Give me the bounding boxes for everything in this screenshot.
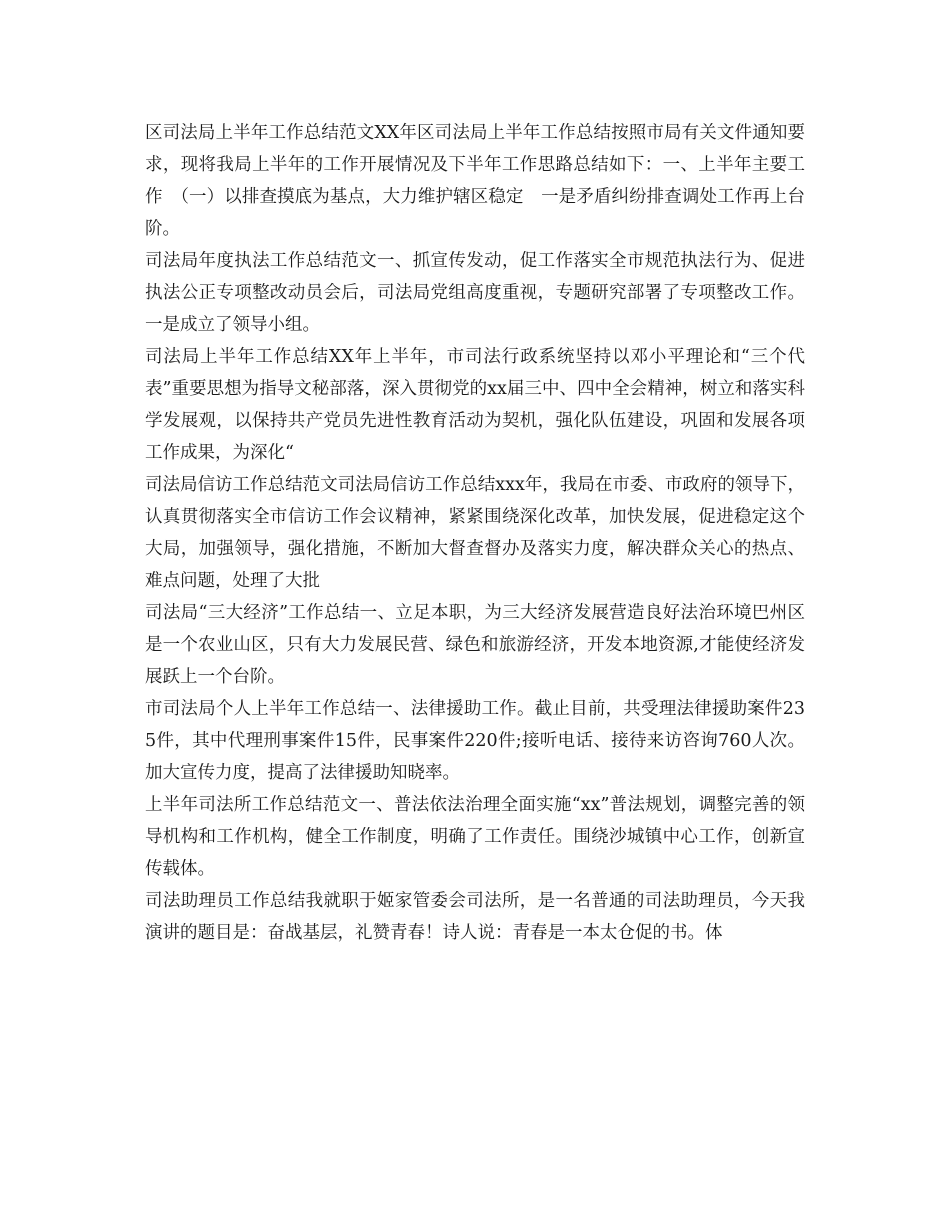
paragraph-4: 司法局信访工作总结范文司法局信访工作总结xxx年，我局在市委、市政府的领导下，认真贯彻落实全市信访工作会议精神，紧紧围绕深化改革，加快发展，促进稳定这个大局，加强领导，强化措施，不断加大督查督办及落实力度，解决群众关心的热点、难点问题，处理了大批 [145, 475, 805, 591]
paragraph-5: 司法局“三大经济”工作总结一、立足本职，为三大经济发展营造良好法治环境巴州区是一个农业山区，只有大力发展民营、绿色和旅游经济，开发本地资源,才能使经济发展跃上一个台阶。 [145, 603, 805, 687]
paragraph-2: 司法局年度执法工作总结范文一、抓宣传发动，促工作落实全市规范执法行为、促进执法公正专项整改动员会后，司法局党组高度重视，专题研究部署了专项整改工作。一是成立了领导小组。 [145, 251, 805, 335]
paragraph-3: 司法局上半年工作总结XX年上半年，市司法行政系统坚持以邓小平理论和“三个代表”重要思想为指导文秘部落，深入贯彻党的xx届三中、四中全会精神，树立和落实科学发展观，以保持共产党员先进性教育活动为契机，强化队伍建设，巩固和发展各项工作成果，为深化“ [145, 347, 805, 463]
paragraph-1: 区司法局上半年工作总结范文XX年区司法局上半年工作总结按照市局有关文件通知要求，现将我局上半年的工作开展情况及下半年工作思路总结如下：一、上半年主要工作 （一）以排查摸底为基点，大力维护辖区稳定 一是矛盾纠纷排查调处工作再上台阶。 [145, 123, 805, 239]
document-body [145, 117, 805, 949]
paragraph-8: 司法助理员工作总结我就职于姬家管委会司法所，是一名普通的司法助理员，今天我演讲的题目是：奋战基层，礼赞青春！诗人说：青春是一本太仓促的书。体 [145, 891, 805, 943]
paragraph-6: 市司法局个人上半年工作总结一、法律援助工作。截止目前，共受理法律援助案件235件，其中代理刑事案件15件，民事案件220件;接听电话、接待来访咨询760人次。加大宣传力度，提高了法律援助知晓率。 [145, 699, 805, 783]
paragraph-7: 上半年司法所工作总结范文一、普法依法治理全面实施“xx”普法规划，调整完善的领导机构和工作机构，健全工作制度，明确了工作责任。围绕沙城镇中心工作，创新宣传载体。 [145, 795, 805, 879]
